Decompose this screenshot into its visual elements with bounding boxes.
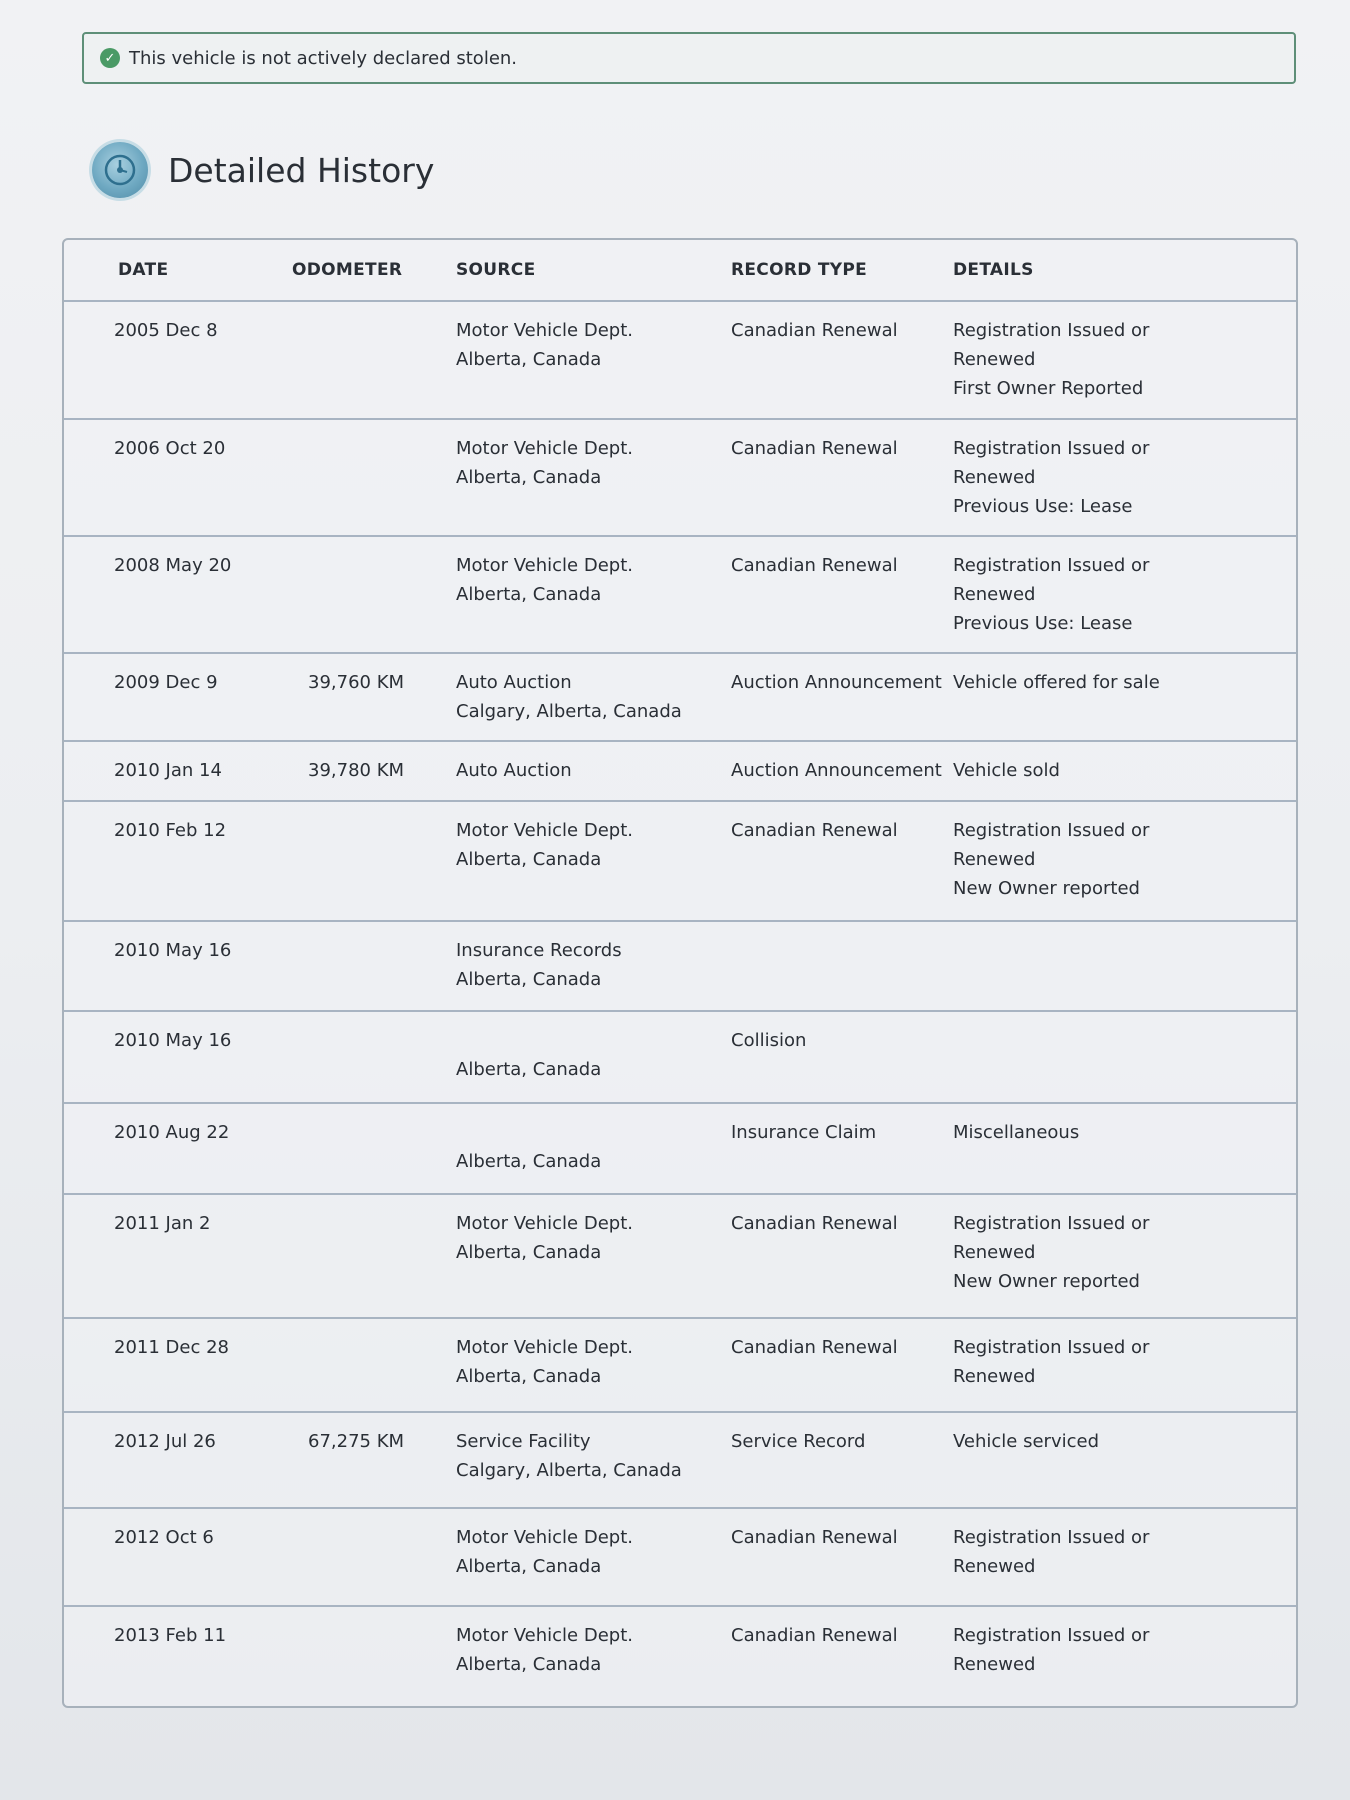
record-type-cell: Service Record [731,1431,866,1452]
details-cell-line: New Owner reported [953,1271,1140,1292]
details-cell-line: New Owner reported [953,878,1140,899]
source-cell-line: Motor Vehicle Dept. [456,320,633,341]
source-cell [448,1607,731,1706]
odometer-cell [286,420,448,535]
details-cell-line: Registration Issued or [953,1625,1150,1646]
source-cell [448,1012,731,1102]
details-cell [953,802,1296,920]
details-cell [953,420,1296,535]
source-cell [448,802,731,920]
record-type-cell: Canadian Renewal [731,320,898,341]
details-cell-line: First Owner Reported [953,378,1144,399]
details-cell [953,742,1296,800]
details-cell-line: Registration Issued or [953,438,1150,459]
source-cell [448,1509,731,1605]
odometer-cell: 67,275 KM [308,1431,405,1452]
table-row [64,654,1296,742]
source-cell-line: Alberta, Canada [456,467,602,488]
details-cell-line: Renewed [953,584,1036,605]
odometer-cell [286,302,448,418]
table-row [64,1012,1296,1104]
details-cell-line: Previous Use: Lease [953,496,1133,517]
source-cell-line: Alberta, Canada [456,584,602,605]
details-cell-line: Renewed [953,349,1036,370]
details-cell-line: Miscellaneous [953,1122,1080,1143]
date-cell: 2012 Oct 6 [114,1527,214,1548]
details-cell-line: Renewed [953,467,1036,488]
record-type-cell: Canadian Renewal [731,820,898,841]
details-cell-line: Renewed [953,849,1036,870]
source-cell-line: Motor Vehicle Dept. [456,1625,633,1646]
source-cell-line: Auto Auction [456,672,572,693]
record-type-cell: Collision [731,1030,807,1051]
odometer-cell [286,537,448,652]
odometer-cell [286,1319,448,1411]
date-cell: 2008 May 20 [114,555,232,576]
record-type-cell: Canadian Renewal [731,1337,898,1358]
details-cell [953,1509,1296,1605]
details-cell-line: Renewed [953,1556,1036,1577]
details-cell-line: Renewed [953,1242,1036,1263]
date-cell: 2009 Dec 9 [114,672,218,693]
source-cell [448,654,731,740]
details-cell-line: Registration Issued or [953,1213,1150,1234]
table-row [64,922,1296,1012]
source-cell-line: Alberta, Canada [456,1151,602,1172]
details-cell-line: Previous Use: Lease [953,613,1133,634]
source-cell [448,742,731,800]
date-cell: 2006 Oct 20 [114,438,226,459]
source-cell-line: Calgary, Alberta, Canada [456,1460,682,1481]
source-cell [448,420,731,535]
details-cell [953,1195,1296,1317]
record-type-cell: Auction Announcement [731,672,942,693]
table-row [64,1413,1296,1509]
details-cell-line: Registration Issued or [953,320,1150,341]
details-cell [953,1413,1296,1507]
details-cell [953,1319,1296,1411]
record-type-cell: Canadian Renewal [731,1213,898,1234]
header-odometer: ODOMETER [292,259,403,280]
source-cell-line: Alberta, Canada [456,1654,602,1675]
details-cell-line: Renewed [953,1366,1036,1387]
stolen-status-banner [82,32,1296,84]
record-type-cell [731,922,953,1010]
source-cell-line: Alberta, Canada [456,1242,602,1263]
details-cell-line: Registration Issued or [953,555,1150,576]
source-cell-line: Alberta, Canada [456,1556,602,1577]
source-cell-line: Motor Vehicle Dept. [456,820,633,841]
table-row [64,302,1296,420]
table-row [64,1195,1296,1319]
source-cell-line [456,1118,731,1147]
table-row [64,420,1296,537]
header-source: SOURCE [456,259,536,280]
source-cell-line: Auto Auction [456,760,572,781]
stolen-status-text: This vehicle is not actively declared stolen. [129,47,518,69]
odometer-cell [286,1012,448,1102]
source-cell-line: Motor Vehicle Dept. [456,438,633,459]
details-cell-line: Renewed [953,1654,1036,1675]
record-type-cell: Canadian Renewal [731,555,898,576]
record-type-cell: Canadian Renewal [731,438,898,459]
record-type-cell: Canadian Renewal [731,1527,898,1548]
header-details: DETAILS [953,259,1034,280]
details-cell [953,654,1296,740]
details-cell-line: Registration Issued or [953,820,1150,841]
source-cell [448,302,731,418]
odometer-cell [286,1509,448,1605]
odometer-cell [286,922,448,1010]
date-cell: 2010 May 16 [114,940,232,961]
table-body [64,302,1296,1706]
source-cell-line: Alberta, Canada [456,349,602,370]
date-cell: 2010 Aug 22 [114,1122,230,1143]
details-cell [953,537,1296,652]
source-cell [448,922,731,1010]
check-circle-icon: ✓ [100,48,120,68]
source-cell-line: Alberta, Canada [456,1366,602,1387]
date-cell: 2011 Jan 2 [114,1213,211,1234]
date-cell: 2010 Jan 14 [114,760,222,781]
section-header [92,142,434,198]
details-cell-line: Registration Issued or [953,1337,1150,1358]
source-cell-line [456,1026,731,1055]
odometer-cell [286,1195,448,1317]
date-cell: 2012 Jul 26 [114,1431,216,1452]
details-cell [953,922,1296,1010]
source-cell [448,1195,731,1317]
table-row [64,1104,1296,1195]
odometer-cell: 39,760 KM [308,672,405,693]
table-row [64,802,1296,922]
details-cell-line: Vehicle serviced [953,1431,1099,1452]
history-table [62,238,1298,1708]
section-title: Detailed History [168,150,435,190]
details-cell-line: Registration Issued or [953,1527,1150,1548]
source-cell-line: Calgary, Alberta, Canada [456,701,682,722]
history-badge-icon [92,142,148,198]
details-cell-line: Vehicle offered for sale [953,672,1160,693]
odometer-cell: 39,780 KM [308,760,405,781]
table-row [64,742,1296,802]
table-row [64,537,1296,654]
source-cell-line: Service Facility [456,1431,591,1452]
record-type-cell: Insurance Claim [731,1122,877,1143]
header-date: DATE [118,259,169,280]
date-cell: 2013 Feb 11 [114,1625,227,1646]
date-cell: 2010 Feb 12 [114,820,227,841]
source-cell-line: Motor Vehicle Dept. [456,1213,633,1234]
source-cell-line: Alberta, Canada [456,849,602,870]
source-cell-line: Motor Vehicle Dept. [456,555,633,576]
record-type-cell: Auction Announcement [731,760,942,781]
source-cell-line: Motor Vehicle Dept. [456,1527,633,1548]
source-cell-line: Alberta, Canada [456,1059,602,1080]
source-cell [448,537,731,652]
odometer-cell [286,1104,448,1193]
source-cell-line: Alberta, Canada [456,969,602,990]
source-cell [448,1104,731,1193]
details-cell [953,1012,1296,1102]
date-cell: 2011 Dec 28 [114,1337,229,1358]
date-cell: 2005 Dec 8 [114,320,218,341]
source-cell [448,1413,731,1507]
table-row [64,1509,1296,1607]
table-row [64,1319,1296,1413]
date-cell: 2010 May 16 [114,1030,232,1051]
details-cell [953,302,1296,418]
details-cell [953,1104,1296,1193]
source-cell-line: Motor Vehicle Dept. [456,1337,633,1358]
record-type-cell: Canadian Renewal [731,1625,898,1646]
odometer-cell [286,1607,448,1706]
table-row [64,1607,1296,1706]
odometer-cell [286,802,448,920]
header-record-type: RECORD TYPE [731,259,868,280]
details-cell [953,1607,1296,1706]
table-header-row [64,240,1296,302]
source-cell-line: Insurance Records [456,940,622,961]
source-cell [448,1319,731,1411]
details-cell-line: Vehicle sold [953,760,1060,781]
